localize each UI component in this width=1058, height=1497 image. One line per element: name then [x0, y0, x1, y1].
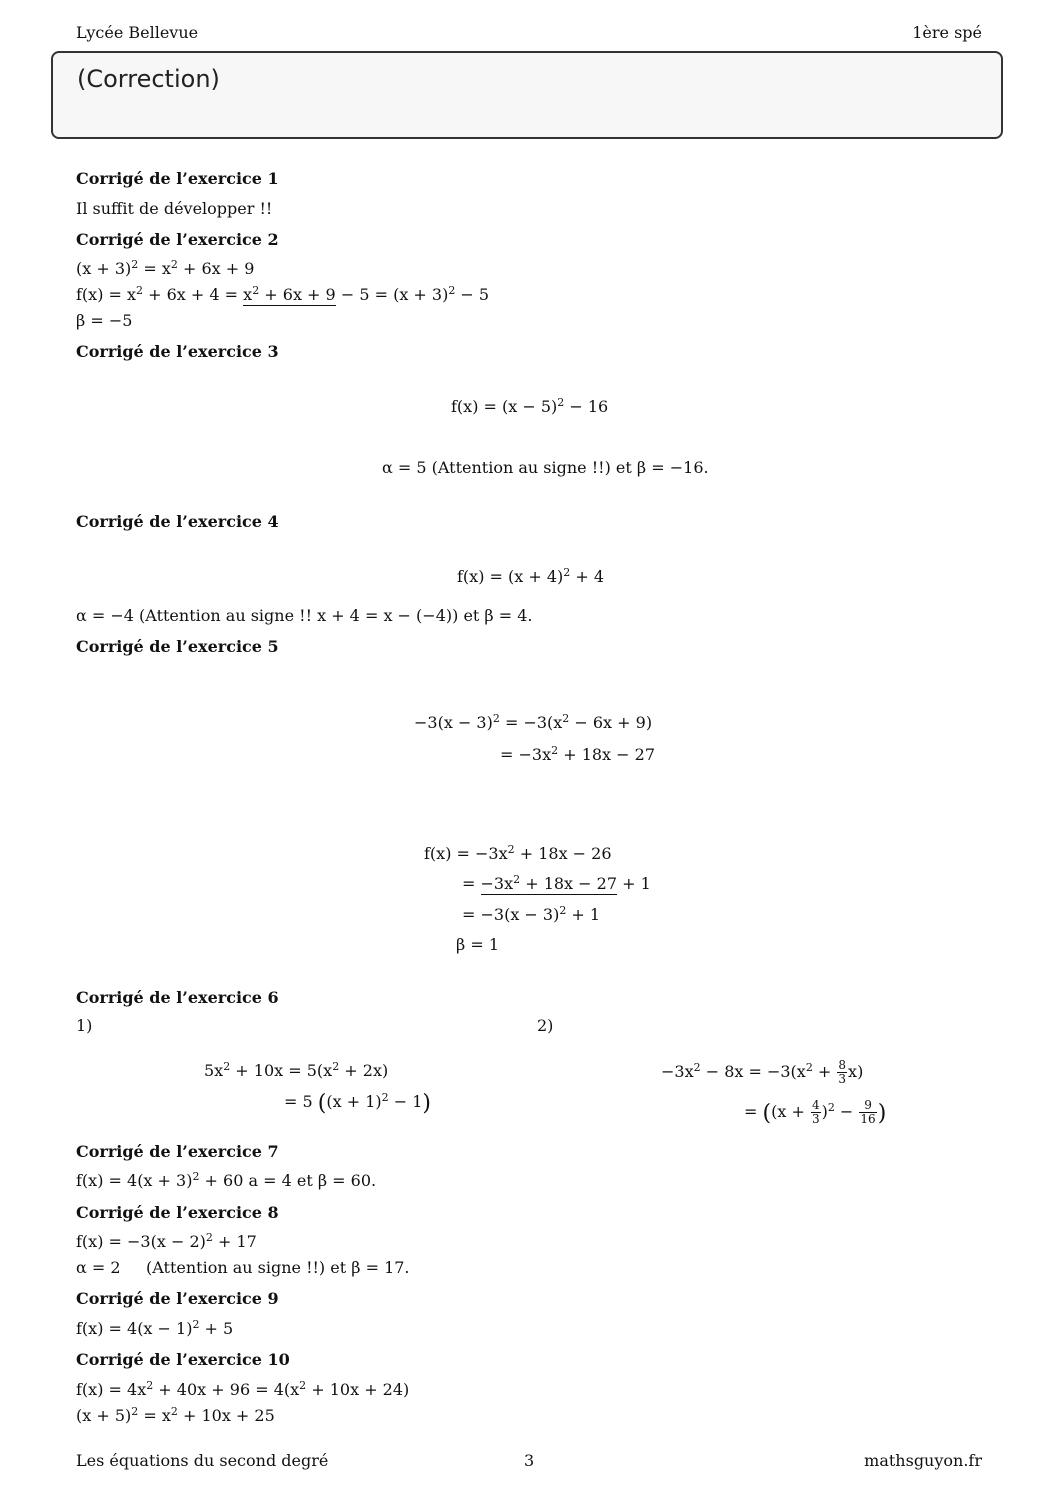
footer-website: mathsguyon.fr: [864, 1451, 982, 1470]
ex3-equation: $f(x) = (x - 5)^2 - 16$: [451, 396, 609, 416]
fraction-4-3: $\frac{4}{3}$: [811, 1098, 820, 1126]
ex10-line-2: $(x + 5)^2 = x^2 + 10x + 25$: [76, 1405, 275, 1425]
ex5-line-6: β = 1: [456, 935, 500, 954]
section-title-4: Corrigé de l’exercice 4: [76, 512, 279, 531]
fraction-8-3: $\frac{8}{3}$: [838, 1058, 847, 1086]
section-title-6: Corrigé de l’exercice 6: [76, 988, 279, 1007]
fraction-9-16: $\frac{9}{16}$: [860, 1098, 876, 1126]
ex6-part-2-line-2: = ((x + $\frac{4}{3}$ )$^2$ − $\frac{9}{16}$ ): [744, 1098, 887, 1126]
ex6-part-2-line-1: $-3x^2 - 8x = -3(x^2$ + $\frac{8}{3}$ x): [661, 1058, 864, 1086]
ex5-line-1: $-3(x - 3)^2 = -3(x^2 - 6x + 9)$: [414, 712, 653, 732]
ex2-line-1: $(x + 3)^2 = x^2 + 6x + 9$: [76, 258, 255, 278]
footer-chapter: Les équations du second degré: [76, 1451, 329, 1470]
ex7-line: $f(x) = 4(x + 3)^2 + 60$ a = 4 et β = 60.: [76, 1170, 377, 1190]
section-title-10: Corrigé de l’exercice 10: [76, 1350, 290, 1369]
ex6-part-2-label: 2): [537, 1016, 554, 1035]
ex6-part-1-line-2: = 5 $((x + 1)^2 - 1)$: [284, 1091, 431, 1116]
section-title-2: Corrigé de l’exercice 2: [76, 230, 279, 249]
ex2-line-3: β = −5: [76, 311, 133, 330]
ex2-line-2: $f(x) = x^2 + 6x + 4 = x^2 + 6x + 9 - 5 = (x + 3)^2 - 5$: [76, 284, 490, 304]
header-level: 1ère spé: [912, 23, 982, 42]
ex5-line-4: = $-3x^2 + 18x - 27 + 1$: [462, 873, 651, 893]
ex4-result: α = −4 (Attention au signe !! x + 4 = x − (−4)) et β = 4.: [76, 606, 533, 625]
section-title-7: Corrigé de l’exercice 7: [76, 1142, 279, 1161]
ex6-part-1-line-1: $5x^2 + 10x = 5(x^2 + 2x)$: [204, 1060, 389, 1080]
ex5-line-3: $f(x) = -3x^2 + 18x - 26$: [424, 843, 612, 863]
section-title-8: Corrigé de l’exercice 8: [76, 1203, 279, 1222]
section-title-9: Corrigé de l’exercice 9: [76, 1289, 279, 1308]
footer-page-number: 3: [524, 1451, 535, 1470]
ex10-line-1: $f(x) = 4x^2 + 40x + 96 = 4(x^2 + 10x + 24)$: [76, 1379, 410, 1399]
ex9-line: $f(x) = 4(x - 1)^2 + 5$: [76, 1318, 234, 1338]
ex3-result: α = 5 (Attention au signe !!) et β = −16.: [382, 458, 709, 477]
ex1-text: Il suffit de développer !!: [76, 199, 273, 218]
correction-box: [51, 51, 1003, 139]
section-title-5: Corrigé de l’exercice 5: [76, 637, 279, 656]
correction-title: (Correction): [77, 65, 220, 93]
ex5-line-2: = $-3x^2 + 18x - 27$: [500, 744, 656, 764]
ex5-line-5: = $-3(x - 3)^2 + 1$: [462, 904, 601, 924]
ex8-line-2: α = 2 (Attention au signe !!) et β = 17.: [76, 1258, 410, 1277]
ex4-equation: $f(x) = (x + 4)^2 + 4$: [457, 566, 605, 586]
section-title-3: Corrigé de l’exercice 3: [76, 342, 279, 361]
ex8-line-1: $f(x) = -3(x - 2)^2 + 17$: [76, 1231, 257, 1251]
section-title-1: Corrigé de l’exercice 1: [76, 169, 279, 188]
header-school: Lycée Bellevue: [76, 23, 199, 42]
ex6-part-1-label: 1): [76, 1016, 93, 1035]
